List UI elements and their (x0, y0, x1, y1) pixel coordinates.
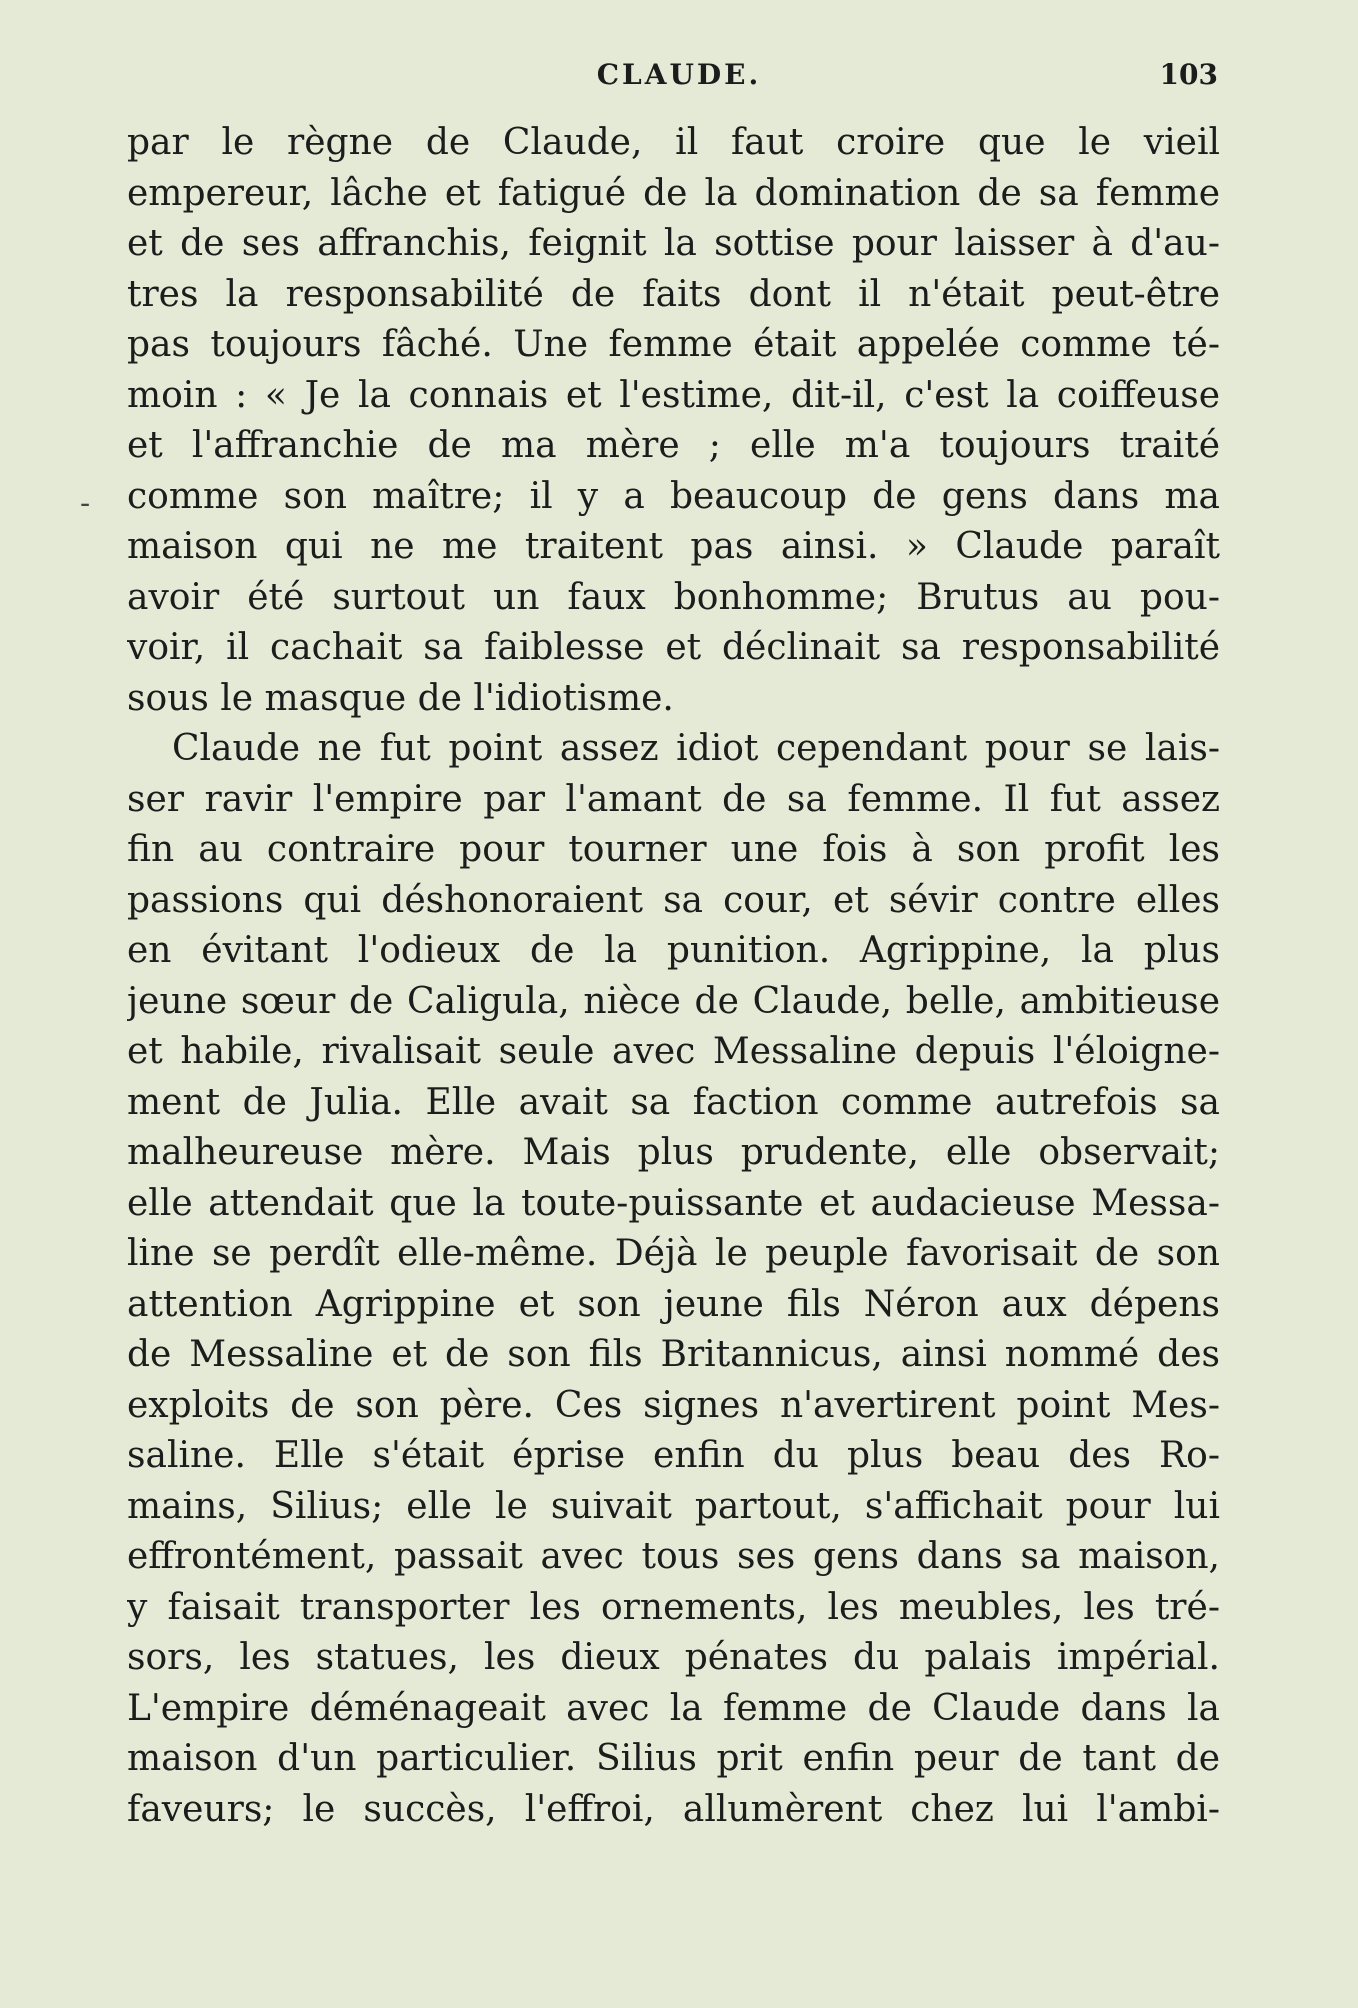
text-line: y faisait transporter les ornements, les meubles, les tré- (127, 1586, 1220, 1628)
text-line: elle attendait que la toute-puissante et audacieuse Messa- (127, 1182, 1220, 1224)
text-line: faveurs; le succès, l'effroi, allumèrent chez lui l'ambi- (127, 1788, 1220, 1830)
text-line: moin : « Je la connais et l'estime, dit-il, c'est la coiffeuse (127, 374, 1220, 416)
paragraph-2 (127, 724, 1220, 1835)
text-line: et habile, rivalisait seule avec Messaline depuis l'éloigne- (127, 1031, 1220, 1072)
text-line: L'empire déménageait avec la femme de Claude dans la (127, 1687, 1220, 1729)
text-line: avoir été surtout un faux bonhomme; Brutus au pou- (127, 576, 1220, 618)
text-line: par le règne de Claude, il faut croire que le vieil (127, 122, 1220, 163)
text-line: ment de Julia. Elle avait sa faction comme autrefois sa (127, 1081, 1220, 1123)
text-line: et de ses affranchis, feignit la sottise pour laisser à d'au- (127, 223, 1220, 264)
text-line: exploits de son père. Ces signes n'avertirent point Mes- (127, 1384, 1220, 1426)
body-text (127, 118, 1220, 1835)
running-title: CLAUDE. (596, 58, 762, 91)
text-line: attention Agrippine et son jeune fils Néron aux dépens (127, 1283, 1220, 1325)
text-line: saline. Elle s'était éprise enfin du plus beau des Ro- (127, 1435, 1220, 1476)
text-line: effrontément, passait avec tous ses gens dans sa maison, (127, 1536, 1220, 1577)
text-line: et l'affranchie de ma mère ; elle m'a toujours traité (127, 425, 1220, 466)
text-line: pas toujours fâché. Une femme était appelée comme té- (127, 324, 1220, 365)
text-line: voir, il cachait sa faiblesse et déclinait sa responsabilité (127, 627, 1220, 668)
page-number: 103 (1159, 58, 1218, 91)
text-line: maison qui ne me traitent pas ainsi. » Claude paraît (127, 526, 1220, 567)
margin-mark: - (80, 486, 91, 521)
text-line: tres la responsabilité de faits dont il n'était peut-être (127, 273, 1220, 315)
text-line: jeune sœur de Caligula, nièce de Claude, belle, ambitieuse (127, 980, 1220, 1022)
text-line: sous le masque de l'idiotisme. (127, 677, 674, 719)
text-line: line se perdît elle-même. Déjà le peuple favorisait de son (127, 1233, 1220, 1274)
text-line: empereur, lâche et fatigué de la domination de sa femme (127, 172, 1220, 214)
text-line: mains, Silius; elle le suivait partout, s'affichait pour lui (127, 1485, 1220, 1527)
text-line: ser ravir l'empire par l'amant de sa femme. Il fut assez (127, 778, 1220, 820)
text-line: maison d'un particulier. Silius prit enfin peur de tant de (127, 1738, 1220, 1779)
running-head (0, 58, 1358, 98)
text-line: malheureuse mère. Mais plus prudente, elle observait; (127, 1132, 1220, 1173)
text-line: en évitant l'odieux de la punition. Agrippine, la plus (127, 930, 1220, 971)
text-line: de Messaline et de son fils Britannicus, ainsi nommé des (127, 1334, 1220, 1375)
text-line: fin au contraire pour tourner une fois à son profit les (127, 829, 1220, 870)
text-line: comme son maître; il y a beaucoup de gens dans ma (127, 475, 1220, 517)
text-line: passions qui déshonoraient sa cour, et sévir contre elles (127, 879, 1220, 921)
paragraph-1 (127, 118, 1220, 724)
text-line: sors, les statues, les dieux pénates du palais impérial. (127, 1637, 1220, 1678)
text-line: Claude ne fut point assez idiot cependant pour se lais- (172, 728, 1220, 769)
